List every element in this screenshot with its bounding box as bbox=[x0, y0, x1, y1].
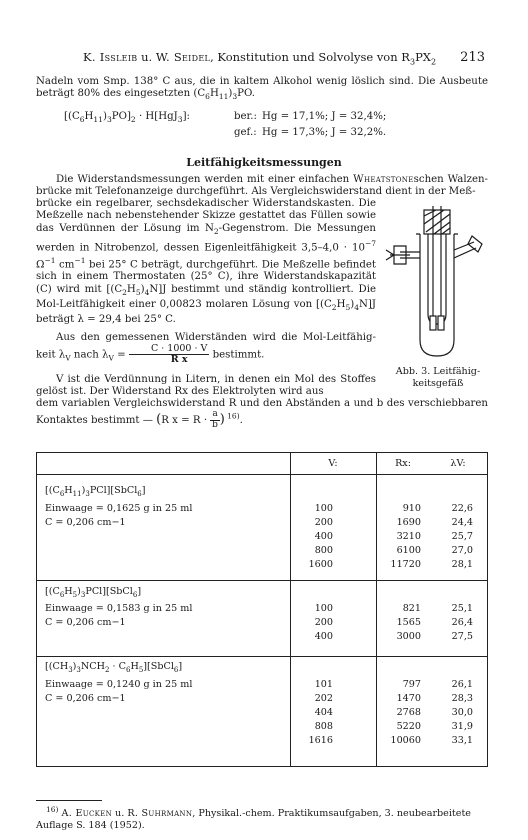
footnote-divider bbox=[36, 800, 102, 801]
table-cell: 3210 bbox=[396, 531, 421, 542]
table-cell: 101 bbox=[314, 679, 333, 690]
table-cell: 33,1 bbox=[451, 735, 473, 746]
table-cell: 26,1 bbox=[451, 679, 473, 690]
table-cell: 3000 bbox=[396, 631, 421, 642]
table-cell: 100 bbox=[314, 603, 333, 614]
table-cell: 5220 bbox=[396, 721, 421, 732]
footnote-marker: 16) bbox=[46, 805, 59, 814]
section-paragraph-2: Aus den gemessenen Widerständen wird die Mol-Leitfähigkeit $\lambda_V$ nach $\lambda_V$ = $\frac{C \cdot 1000 \cdot V}{\text{R x}}$ bestimmt. bbox=[36, 332, 376, 366]
table-cell: 27,0 bbox=[451, 545, 473, 556]
group-3-compound: [$(CH_3)_3NCH_2$ · $C_6H_5][SbCl_6]$ bbox=[45, 661, 183, 674]
elemental-analysis bbox=[64, 110, 386, 139]
table-cell: 1600 bbox=[308, 559, 333, 570]
table-cell: 100 bbox=[314, 503, 333, 514]
section-paragraph-1: Die Widerstandsmessungen werden mit einer einfachen Wheatstoneschen Walzenbrücke mit Telefonanzeige durchgeführt. Als Vergleichswiderstand dient in der Meß- bbox=[36, 174, 488, 198]
group-3-weight: Einwaage = 0,1240 g in 25 ml bbox=[45, 679, 193, 690]
table-cell: 400 bbox=[314, 631, 333, 642]
running-head-text: K. Issleib u. W. Seidel, Konstitution und Solvolyse von $R_3PX_2$ bbox=[83, 50, 437, 67]
table-cell: 1616 bbox=[308, 735, 333, 746]
conductivity-table bbox=[36, 452, 488, 767]
group-2-constant: C = 0,206 cm−1 bbox=[45, 617, 126, 628]
table-cell: 10060 bbox=[390, 735, 421, 746]
section-paragraph-3-full: dem variablen Vergleichswiderstand R und den Abständen a und b des verschiebbaren Kontaktes bestimmt — (R x = R · $\frac{a}{b}$ ) $^{16)}$. bbox=[36, 398, 488, 430]
table-cell: 910 bbox=[402, 503, 421, 514]
table-cell: 200 bbox=[314, 517, 333, 528]
table-header-lambda: λV: bbox=[450, 458, 466, 469]
table-cell: 31,9 bbox=[451, 721, 473, 732]
figure-caption bbox=[384, 366, 492, 389]
group-2-weight: Einwaage = 0,1583 g in 25 ml bbox=[45, 603, 193, 614]
table-cell: 25,1 bbox=[451, 603, 473, 614]
analysis-compound: $[(C_6H_{11})_3PO]_2 \cdot H[HgJ_3]$: bbox=[64, 111, 190, 125]
analysis-ber-values: Hg = 17,1%; J = 32,4%; bbox=[262, 111, 387, 122]
table-cell: 800 bbox=[314, 545, 333, 556]
table-cell: 2768 bbox=[396, 707, 421, 718]
section-heading: Leitfähigkeitsmessungen bbox=[186, 156, 342, 169]
table-cell: 11720 bbox=[390, 559, 421, 570]
table-cell: 26,4 bbox=[451, 617, 473, 628]
running-header bbox=[83, 50, 485, 66]
table-cell: 202 bbox=[314, 693, 333, 704]
intro-paragraph: Nadeln vom Smp. 138° C aus, die in kaltem Alkohol wenig löslich sind. Die Ausbeute beträgt 80% des eingesetzten $(C_6H_{11})_3PO$. bbox=[36, 76, 488, 102]
footnote: $^{16)}$ A. Eucken u. R. Suhrmann, Physikal.-chem. Praktikumsaufgaben, 3. neubearbeitete Auflage S. 184 (1952). bbox=[36, 805, 471, 831]
page-number: 213 bbox=[460, 50, 485, 65]
table-cell: 404 bbox=[314, 707, 333, 718]
analysis-ber-label: ber.: bbox=[234, 111, 257, 122]
section-paragraph-1-wrapped: brücke ein regelbarer, sechsdekadischer Widerstandskasten. Die Meßzelle nach nebenstehender Skizze gestattet das Füllen sowie das Verdünnen der Lösung im $N_2$-Gegenstrom. Die Messungen werden in Nitrobenzol, dessen Eigenleitfähigkeit $3,5-4,0 \cdot 10^{-7}$ $\Omega^{-1}$ $cm^{-1}$ bei 25° C beträgt, durchgeführt. Die Meßzelle befindet sich in einem Thermostaten (25° C), ihre Widerstandskapazität (C) wird mit $[(C_2H_5)_4N]J$ bestimmt und ständig kontrolliert. Die Mol-Leitfähigkeit einer 0,00823 molaren Lösung von $[(C_2H_5)_4N]J$ beträgt λ = 29,4 bei 25° C. bbox=[36, 198, 376, 326]
table-cell: 1565 bbox=[396, 617, 421, 628]
table-cell: 1690 bbox=[396, 517, 421, 528]
table-cell: 30,0 bbox=[451, 707, 473, 718]
group-2-compound: $[(C_6H_5)_3PCl][SbCl_6]$ bbox=[45, 586, 142, 599]
analysis-gef-values: Hg = 17,3%; J = 32,2%. bbox=[262, 127, 387, 139]
group-1-constant: C = 0,206 cm−1 bbox=[45, 517, 126, 528]
table-cell: 22,6 bbox=[451, 503, 473, 514]
group-1-compound: $[(C_6H_{11})_3PCl][SbCl_6]$ bbox=[45, 485, 146, 498]
table-cell: 27,5 bbox=[451, 631, 473, 642]
figure-caption-line2: keitsgefäß bbox=[412, 377, 464, 389]
table-cell: 200 bbox=[314, 617, 333, 628]
analysis-gef-label: gef.: bbox=[234, 127, 257, 139]
table-cell: 1470 bbox=[396, 693, 421, 704]
section-paragraph-3: V ist die Verdünnung in Litern, in denen ein Mol des Stoffes gelöst ist. Der Widerstand Rx des Elektrolyten wird aus bbox=[36, 374, 376, 398]
group-1-weight: Einwaage = 0,1625 g in 25 ml bbox=[45, 503, 193, 514]
table-cell: 797 bbox=[402, 679, 421, 690]
group-3-constant: C = 0,206 cm−1 bbox=[45, 693, 126, 704]
table-cell: 24,4 bbox=[451, 517, 473, 528]
table-cell: 28,1 bbox=[451, 559, 473, 570]
figure-caption-line1: Abb. 3. Leitfähig- bbox=[395, 366, 481, 377]
table-cell: 6100 bbox=[396, 545, 421, 556]
table-cell: 808 bbox=[314, 721, 333, 732]
conductivity-cell-diagram bbox=[384, 204, 488, 364]
table-cell: 28,3 bbox=[451, 693, 473, 704]
table-cell: 821 bbox=[402, 603, 421, 614]
table-header-rx: Rx: bbox=[395, 458, 411, 469]
table-header-v: V: bbox=[328, 458, 338, 469]
table-cell: 25,7 bbox=[451, 531, 473, 542]
table-cell: 400 bbox=[314, 531, 333, 542]
